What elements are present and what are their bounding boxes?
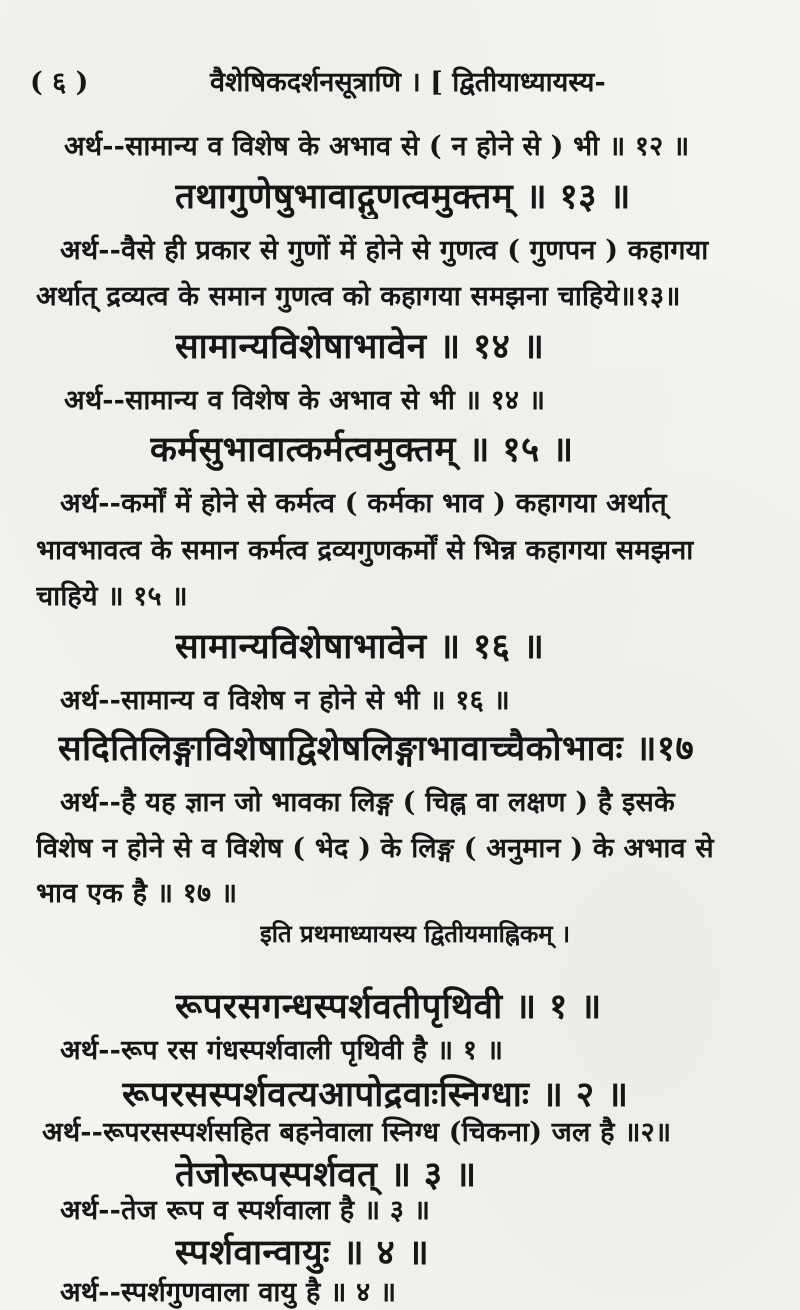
meaning-line: अर्थ--सामान्य व विशेष के अभाव से ( न होने से ) भी ॥ १२ ॥ — [64, 131, 690, 162]
sutra-line: तेजोरूपस्पर्शवत् ॥ ३ ॥ — [175, 1154, 477, 1195]
meaning-line: चाहिये ॥ १५ ॥ — [36, 581, 188, 612]
sutra-line: रूपरसगन्धस्पर्शवतीपृथिवी ॥ १ ॥ — [175, 986, 602, 1027]
sutra-line: तथागुणेषुभावाद्गुणत्वमुक्तम् ॥ १३ ॥ — [175, 176, 631, 217]
sutra-line: सामान्यविशेषाभावेन ॥ १४ ॥ — [175, 326, 545, 367]
meaning-line: विशेष न होने से व विशेष ( भेद ) के लिङ्ग ( अनुमान ) के अभाव से — [36, 833, 714, 864]
meaning-line: अर्थ--तेज रूप व स्पर्शवाला है ॥ ३ ॥ — [60, 1195, 431, 1226]
sutra-line: कर्मसुभावात्कर्मत्वमुक्तम् ॥ १५ ॥ — [150, 429, 574, 470]
meaning-line: अर्थ--सामान्य व विशेष के अभाव से भी ॥ १४ ॥ — [64, 385, 546, 416]
meaning-line: अर्थ--वैसे ही प्रकार से गुणों में होने से गुणत्व ( गुणपन ) कहागया — [60, 235, 709, 266]
meaning-line: भावभावत्व के समान कर्मत्व द्रव्यगुणकर्मों से भिन्न कहागया समझना — [36, 535, 694, 566]
meaning-line: अर्थ--है यह ज्ञान जो भावका लिङ्ग ( चिह्न वा लक्षण ) है इसके — [60, 787, 675, 818]
meaning-line: अर्थ--स्पर्शगुणवाला वायु है ॥ ४ ॥ — [60, 1277, 397, 1308]
meaning-line: अर्थ--रूपरसस्पर्शसहित बहनेवाला स्निग्ध (चिकना) जल है ॥२॥ — [42, 1117, 672, 1148]
sutra-line: रूपरसस्पर्शवत्यआपोद्रवाःस्निग्धाः ॥ २ ॥ — [122, 1074, 629, 1115]
chapter-closing: इति प्रथमाध्यायस्य द्वितीयमाह्निकम् । — [260, 919, 571, 948]
meaning-line: अर्थ--रूप रस गंधस्पर्शवाली पृथिवी है ॥ १ ॥ — [60, 1035, 504, 1066]
meaning-line: अर्थ--कर्मों में होने से कर्मत्व ( कर्मका भाव ) कहागया अर्थात् — [60, 488, 667, 519]
meaning-line: अर्थ--सामान्य व विशेष न होने से भी ॥ १६ ॥ — [60, 685, 510, 716]
sutra-line: स्पर्शवान्वायुः ॥ ४ ॥ — [175, 1232, 430, 1273]
running-title: वैशेषिकदर्शनसूत्राणि । [ द्वितीयाध्यायस्य- — [210, 66, 606, 98]
meaning-line: अर्थात् द्रव्यत्व के समान गुणत्व को कहागया समझना चाहिये॥१३॥ — [36, 281, 681, 312]
page-number: ( ६ ) — [30, 66, 89, 98]
sutra-line: सदितिलिङ्गाविशेषाद्विशेषलिङ्गाभावाच्चैकोभावः ॥१७ — [58, 728, 695, 769]
page-header — [30, 60, 790, 100]
meaning-line: भाव एक है ॥ १७ ॥ — [36, 878, 238, 909]
sutra-line: सामान्यविशेषाभावेन ॥ १६ ॥ — [175, 626, 545, 667]
